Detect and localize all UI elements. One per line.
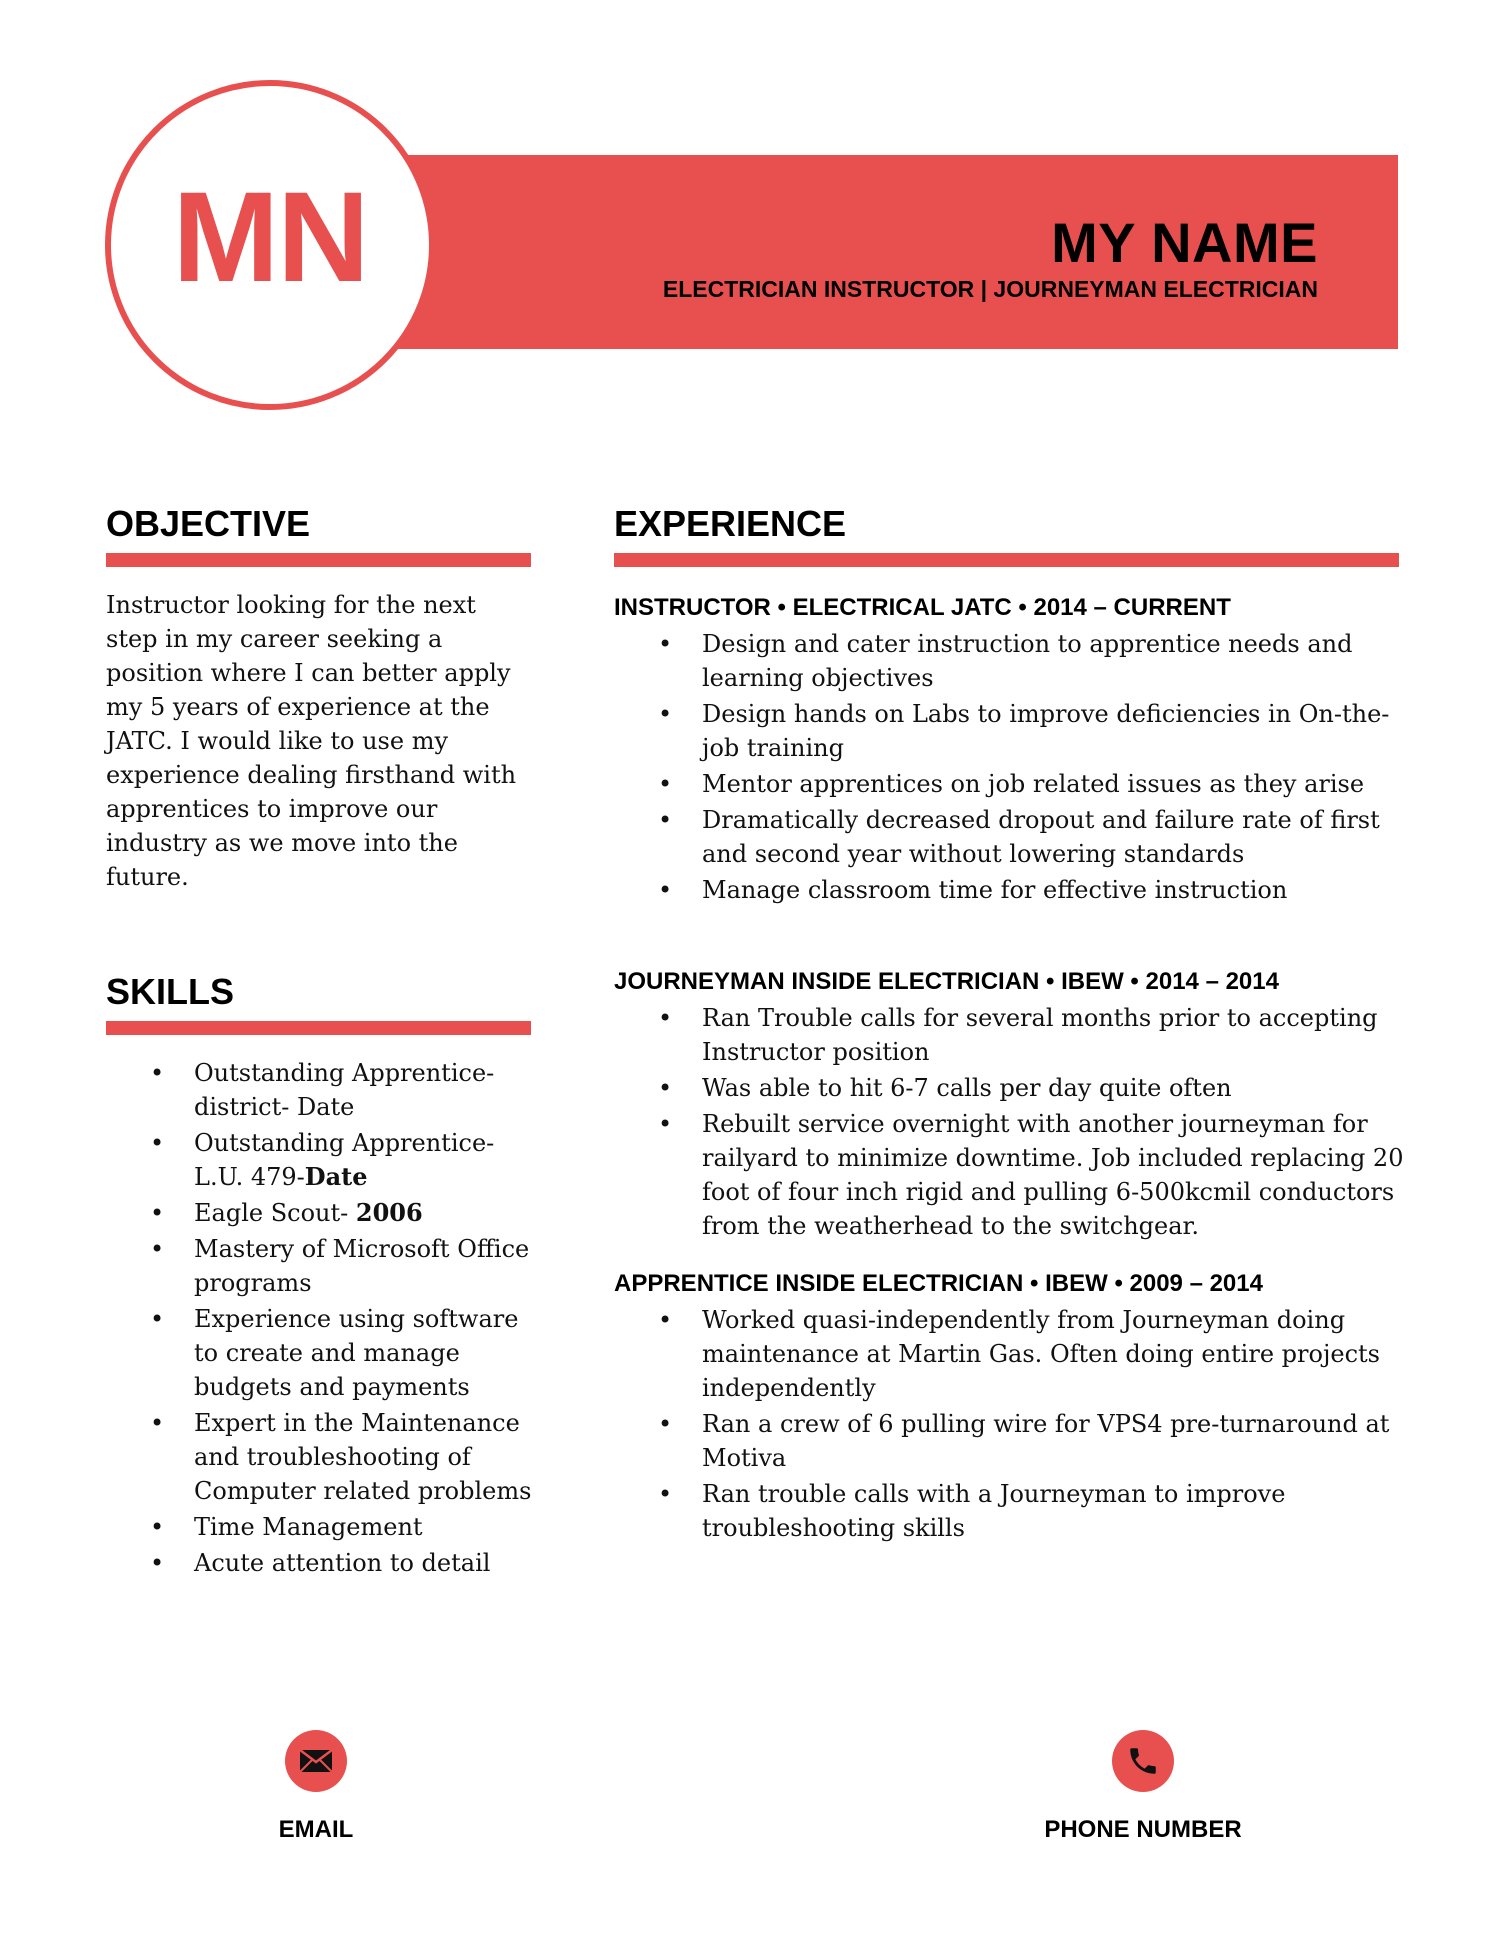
job-bullets	[614, 627, 1404, 909]
list-item	[106, 1196, 546, 1230]
list-item	[106, 1302, 546, 1404]
skills-list	[106, 1056, 546, 1582]
job-bullet-text: Worked quasi-independently from Journeyman doing maintenance at Martin Gas. Often doing entire projects independently	[702, 1306, 1380, 1402]
bullet-icon: •	[150, 1409, 165, 1437]
job-bullet-text: Mentor apprentices on job related issues as they arise	[702, 770, 1365, 798]
bullet-icon: •	[150, 1549, 165, 1577]
list-item	[614, 873, 1404, 907]
list-item	[614, 627, 1404, 695]
bullet-icon: •	[658, 770, 673, 798]
job-bullet-text: Ran Trouble calls for several months prior to accepting Instructor position	[702, 1004, 1378, 1066]
skill-bold-text: 2006	[355, 1198, 423, 1227]
skill-text: Outstanding Apprentice- L.U. 479-	[194, 1129, 495, 1191]
list-item	[614, 1407, 1404, 1475]
list-item	[106, 1232, 546, 1300]
envelope-icon	[285, 1730, 347, 1792]
list-item	[106, 1126, 546, 1194]
bullet-icon: •	[150, 1513, 165, 1541]
job-bullet-text: Was able to hit 6-7 calls per day quite often	[702, 1074, 1232, 1102]
skill-text: Eagle Scout-	[194, 1199, 356, 1227]
list-item	[614, 1001, 1404, 1069]
skill-text: Mastery of Microsoft Office programs	[194, 1235, 530, 1297]
job-bullet-text: Ran trouble calls with a Journeyman to improve troubleshooting skills	[702, 1480, 1286, 1542]
list-item	[614, 803, 1404, 871]
skills-heading: SKILLS	[106, 971, 235, 1012]
bullet-icon: •	[658, 1480, 673, 1508]
job-bullet-text: Manage classroom time for effective instruction	[702, 876, 1288, 904]
objective-text: Instructor looking for the next step in my career seeking a position where I can better apply my 5 years of experience at the JATC. I would like to use my experience dealing firsthand with apprentices to improve our industry as we move into the future.	[106, 591, 517, 891]
bullet-icon: •	[658, 806, 673, 834]
monogram-initials: MN	[172, 166, 368, 309]
bullet-icon: •	[658, 1074, 673, 1102]
job-bullet-text: Rebuilt service overnight with another journeyman for railyard to minimize downtime. Job included replacing 20 foot of four inch rigid and pulling 6-500kcmil conductors from the weatherhead to the switchgear.	[702, 1110, 1404, 1240]
experience-heading: EXPERIENCE	[614, 503, 847, 544]
email-label: EMAIL	[278, 1816, 354, 1843]
list-item	[106, 1510, 546, 1544]
bullet-icon: •	[658, 876, 673, 904]
list-item	[106, 1406, 546, 1508]
list-item	[614, 1303, 1404, 1405]
resume-tagline: ELECTRICIAN INSTRUCTOR | JOURNEYMAN ELECTRICIAN	[662, 276, 1318, 302]
bullet-icon: •	[658, 1110, 673, 1138]
bullet-icon: •	[150, 1059, 165, 1087]
list-item	[106, 1056, 546, 1124]
phone-icon	[1112, 1730, 1174, 1792]
skill-text: Expert in the Maintenance and troubleshooting of Computer related problems	[194, 1409, 532, 1505]
list-item	[614, 1107, 1404, 1243]
header-banner	[380, 155, 1398, 349]
job-bullet-text: Dramatically decreased dropout and failure rate of first and second year without lowering standards	[702, 806, 1380, 868]
resume-name: MY NAME	[1051, 211, 1318, 274]
skill-bold-text: Date	[304, 1162, 368, 1191]
job-title: APPRENTICE INSIDE ELECTRICIAN • IBEW • 2009 – 2014	[614, 1270, 1263, 1297]
bullet-icon: •	[658, 1004, 673, 1032]
list-item	[614, 697, 1404, 765]
skill-text: Time Management	[194, 1513, 423, 1541]
skills-rule	[106, 1021, 531, 1035]
job-title: INSTRUCTOR • ELECTRICAL JATC • 2014 – CURRENT	[614, 594, 1231, 621]
list-item	[614, 1071, 1404, 1105]
list-item	[614, 1477, 1404, 1545]
job-bullet-text: Design and cater instruction to apprentice needs and learning objectives	[702, 630, 1353, 692]
job-bullet-text: Ran a crew of 6 pulling wire for VPS4 pre-turnaround at Motiva	[702, 1410, 1390, 1472]
objective-rule	[106, 553, 531, 567]
skill-text: Experience using software to create and manage budgets and payments	[194, 1305, 519, 1401]
objective-heading: OBJECTIVE	[106, 503, 311, 544]
list-item	[614, 767, 1404, 801]
bullet-icon: •	[658, 630, 673, 658]
bullet-icon: •	[150, 1305, 165, 1333]
bullet-icon: •	[150, 1235, 165, 1263]
bullet-icon: •	[658, 700, 673, 728]
list-item	[106, 1546, 546, 1580]
job-bullet-text: Design hands on Labs to improve deficiencies in On-the-job training	[702, 700, 1390, 762]
monogram-badge	[105, 80, 435, 410]
phone-label: PHONE NUMBER	[1044, 1816, 1242, 1843]
bullet-icon: •	[150, 1199, 165, 1227]
experience-rule	[614, 553, 1399, 567]
bullet-icon: •	[658, 1306, 673, 1334]
bullet-icon: •	[150, 1129, 165, 1157]
job-bullets	[614, 1001, 1404, 1245]
skill-text: Outstanding Apprentice-district- Date	[194, 1059, 495, 1121]
job-title: JOURNEYMAN INSIDE ELECTRICIAN • IBEW • 2014 – 2014	[614, 968, 1279, 995]
job-bullets	[614, 1303, 1404, 1547]
bullet-icon: •	[658, 1410, 673, 1438]
skill-text: Acute attention to detail	[194, 1549, 491, 1577]
